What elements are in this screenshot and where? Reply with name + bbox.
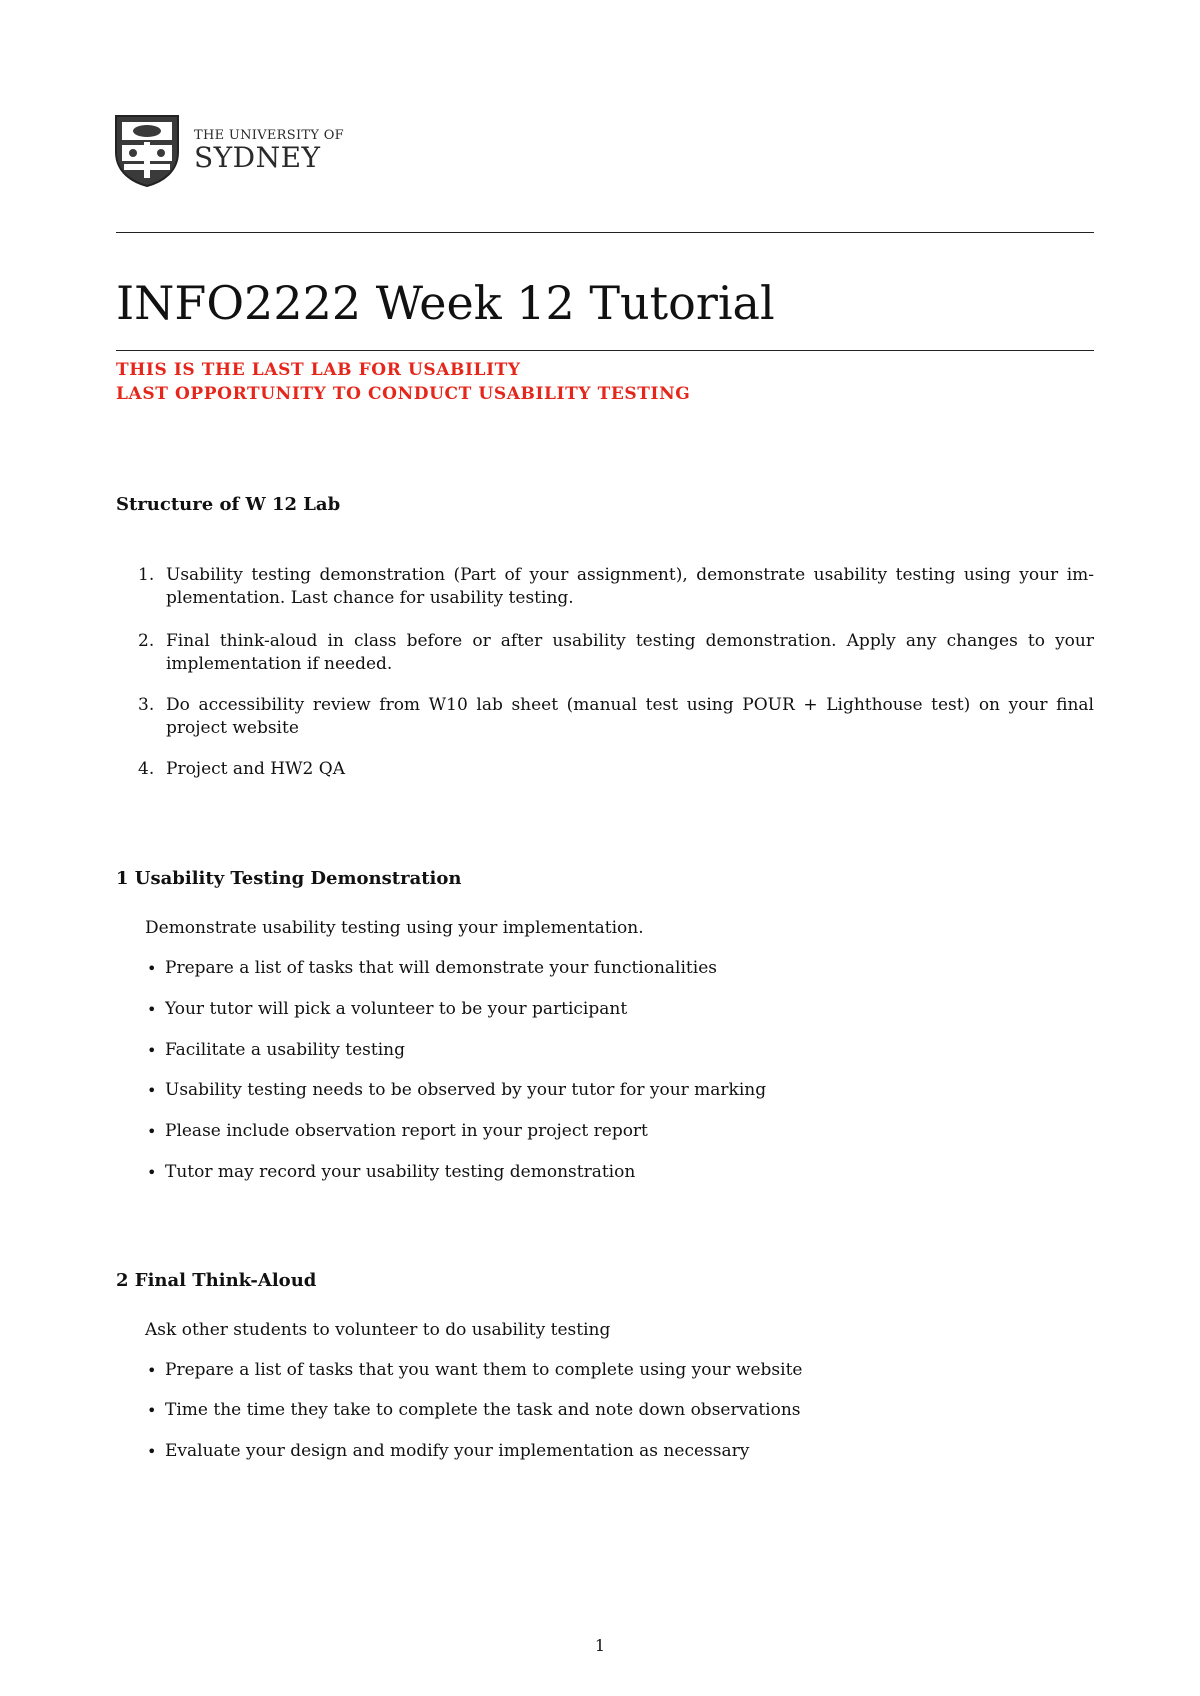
section-2-heading: 2 Final Think-Aloud — [116, 1270, 317, 1291]
list-item-text: Usability testing demonstration (Part of your assignment), demonstrate usability testing using your im-plementation. Last chance for usability testing. — [166, 565, 1094, 608]
bullet-icon: • — [147, 1401, 157, 1420]
list-item-number: 3. — [138, 695, 155, 715]
page-title: INFO2222 Week 12 Tutorial — [116, 276, 775, 330]
list-item-number: 1. — [138, 565, 155, 585]
bullet-icon: • — [147, 1163, 157, 1182]
top-divider — [116, 232, 1094, 233]
section-1-intro: Demonstrate usability testing using your implementation. — [145, 918, 644, 938]
crest-icon — [112, 112, 182, 188]
bullet-icon: • — [147, 1361, 157, 1380]
bullet-icon: • — [147, 1442, 157, 1461]
list-item-number: 2. — [138, 631, 155, 651]
list-item-text: Final think-aloud in class before or after usability testing demonstration. Apply any changes to your implementation if needed. — [166, 631, 1094, 674]
logo-line-2: SYDNEY — [194, 140, 321, 174]
alert-line-2: LAST OPPORTUNITY TO CONDUCT USABILITY TESTING — [116, 384, 691, 404]
logo-line-1: THE UNIVERSITY OF — [194, 127, 344, 143]
list-item-text: Do accessibility review from W10 lab sheet (manual test using POUR + Lighthouse test) on your final project website — [166, 695, 1094, 738]
title-divider — [116, 350, 1094, 351]
bullet-icon: • — [147, 1000, 157, 1019]
structure-heading: Structure of W 12 Lab — [116, 494, 341, 515]
page-number: 1 — [594, 1636, 606, 1655]
list-item-text: Project and HW2 QA — [166, 759, 345, 779]
bullet-icon: • — [147, 959, 157, 978]
alert-block — [116, 358, 690, 406]
bullet-icon: • — [147, 1041, 157, 1060]
bullet-icon: • — [147, 1081, 157, 1100]
alert-line-1: THIS IS THE LAST LAB FOR USABILITY — [116, 360, 521, 380]
document-page: THE UNIVERSITY OF SYDNEY INFO2222 Week 12 Tutorial THIS IS THE LAST LAB FOR USABILITY LAST OPPORTUNITY TO CONDUCT USABILITY TESTING Structure of W 12 Lab 1. Usability testing demonstration (Part of your assignment), demonstrate usability testing using your im-plementation. Last chance for usability testing. 2. Final think-aloud in class before or after usability testing demonstration. Apply any changes to your implementation if needed. 3. Do accessibility review from W10 lab sheet (manual test using POUR + Lighthouse test) on your final project website 4. Project and HW2 QA 1 Usability Testing Demonstration Demonstrate usability testing using your implementation. • Prepare a list of tasks that will demonstrate your functionalities • Your tutor will pick a volunteer to be your participant • Facilitate a usability testing • Usability testing needs to be observed by your tutor for your marking • Please include observation report in your project report • Tutor may record your usability testing demonstration 2 Final Think-Aloud Ask other students to volunteer to do usability testing • Prepare a list of tasks that you want them to complete using your website • Time the time they take to complete the task and note down observations • Evaluate your design and modify your implementation as necessary 1 — [0, 0, 1200, 1696]
section-1-heading: 1 Usability Testing Demonstration — [116, 868, 462, 889]
list-item-number: 4. — [138, 759, 155, 779]
university-logo — [112, 112, 344, 188]
bullet-icon: • — [147, 1122, 157, 1141]
section-2-intro: Ask other students to volunteer to do usability testing — [145, 1320, 611, 1340]
